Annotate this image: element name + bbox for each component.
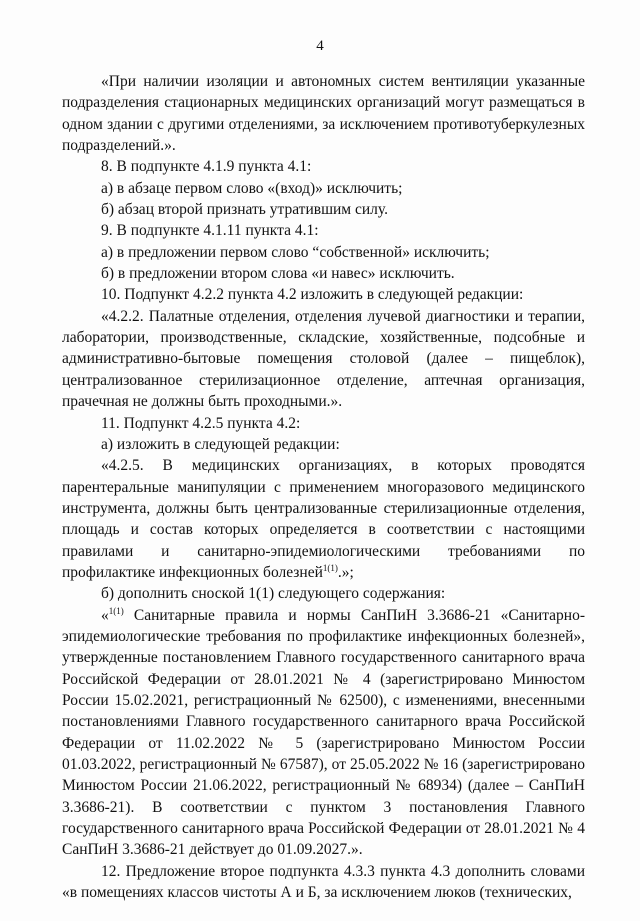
paragraph-13: б) дополнить сноской 1(1) следующего содержания:: [101, 585, 446, 603]
paragraph-4: б) абзац второй признать утратившим силу.: [101, 201, 388, 219]
paragraph-3: а) в абзаце первом слово «(вход)» исключить;: [101, 179, 403, 197]
paragraph-10: 11. Подпункт 4.2.5 пункта 4.2:: [101, 414, 301, 432]
paragraph-9: «4.2.2. Палатные отделения, отделения лучевой диагностики и терапии, лаборатории, производственные, складские, хозяйственные, подсобные и административно-бытовые помещения столовой (далее – пищеблок), централизованное стерилизационное отделение, аптечная организация, прачечная не должны быть проходными.».: [62, 307, 585, 411]
footnote-marker: 1(1): [108, 605, 124, 616]
paragraph-6: а) в предложении первом слово “собственной» исключить;: [101, 243, 490, 261]
paragraph-1: «При наличии изоляции и автономных систем вентиляции указанные подразделения стационарных медицинских организаций могут размещаться в одном здании с другими отделениями, за исключением противотуберкулезных подразделений.».: [62, 73, 585, 155]
paragraph-14: «$^{1(1)}$ Санитарные правила и нормы СанПиН 3.3686-21 «Санитарно-эпидемиологические требования по профилактике инфекционных болезней», утвержденные постановлением Главного государственного санитарного врача Российской Федерации от 28.01.2021 № 4 (зарегистрировано Минюстом России 15.02.2021, регистрационный № 62500), с изменениями, внесенными постановлениями Главного государственного санитарного врача Российской Федерации от 11.02.2022 № 5 (зарегистрировано Минюстом России 01.03.2022, регистрационный № 67587), от 25.05.2022 № 16 (зарегистрировано Минюстом России 21.06.2022, регистрационный № 68934) (далее – СанПиН 3.3686-21). В соответствии с пунктом 3 постановления Главного государственного санитарного врача Российской Федерации от 28.01.2021 № 4 СанПиН 3.3686-21 действует до 01.09.2027.».: [62, 605, 585, 859]
paragraph-15: 12. Предложение второе подпункта 4.3.3 пункта 4.3 дополнить словами «в помещениях классов чистоты А и Б, за исключением люков (технических,: [62, 862, 585, 902]
paragraph-12: «4.2.5. В медицинских организациях, в которых проводятся парентеральные манипуляции с применением многоразового медицинского инструмента, должны быть централизованные стерилизационные отделения, площадь и состав которых определяется в соответствии с настоящими правилами и санитарно-эпидемиологическими требованиями по профилактике инфекционных болезней$^{1(1)}$.»;: [62, 457, 585, 581]
body-text: [62, 71, 585, 903]
paragraph-8: 10. Подпункт 4.2.2 пункта 4.2 изложить в следующей редакции:: [101, 286, 524, 304]
paragraph-7: б) в предложении втором слова «и навес» исключить.: [101, 265, 455, 283]
footnote-ref: 1(1): [322, 562, 338, 573]
paragraph-5: 9. В подпункте 4.1.11 пункта 4.1:: [101, 222, 319, 240]
page-number: 4: [316, 38, 324, 54]
paragraph-2: 8. В подпункте 4.1.9 пункта 4.1:: [101, 158, 312, 176]
paragraph-11: а) изложить в следующей редакции:: [101, 435, 340, 453]
